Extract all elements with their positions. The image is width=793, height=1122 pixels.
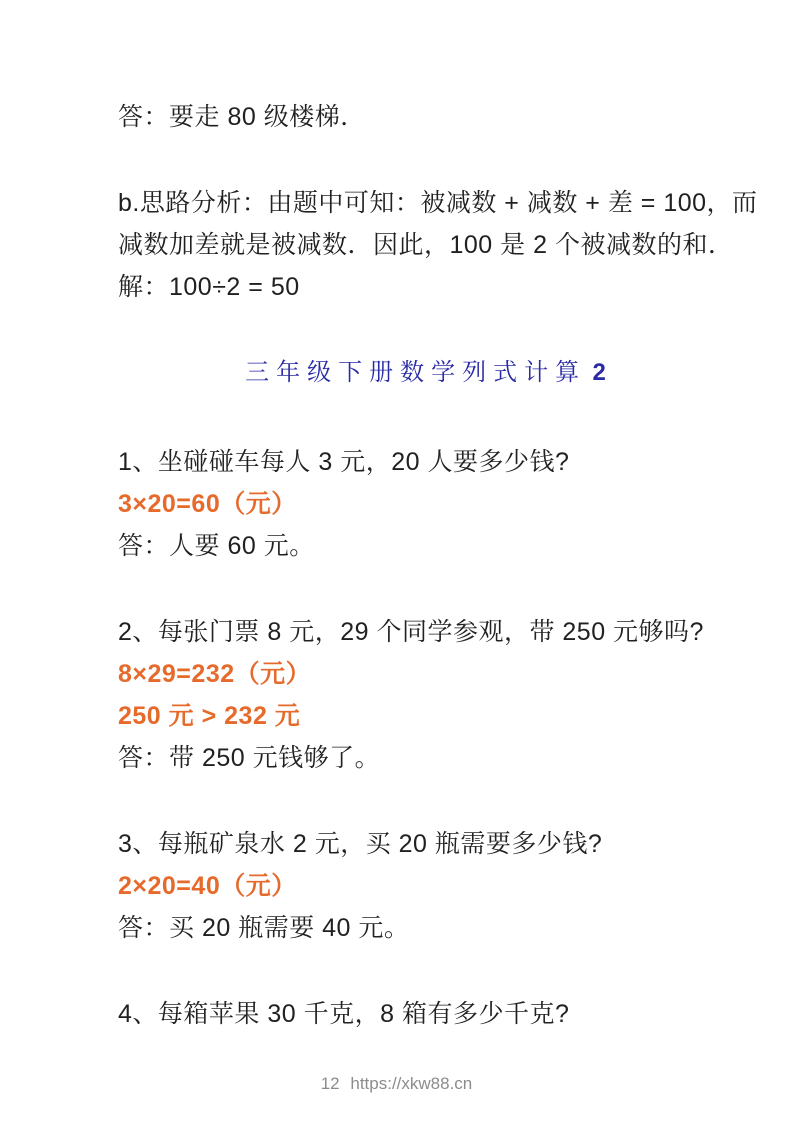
previous-answer-block [118, 96, 733, 138]
section-heading [118, 352, 733, 387]
section-heading-number: 2 [592, 359, 606, 386]
answer-text: 答：带 250 元钱够了。 [118, 744, 381, 772]
question-block-1 [118, 441, 733, 567]
analysis-line-2: 减数加差就是被减数．因此，100 是 2 个被减数的和． [118, 231, 734, 259]
page-footer [0, 1072, 793, 1096]
footer-url: https://xkw88.cn [350, 1074, 473, 1093]
question-block-3 [118, 823, 733, 949]
question-text: 4、每箱苹果 30 千克，8 箱有多少千克? [118, 1000, 570, 1028]
equation-text: 8×29=232（元） [118, 660, 312, 688]
page-number: 12 [320, 1074, 340, 1093]
comparison-text: 250 元 > 232 元 [118, 702, 301, 730]
analysis-line-1: b.思路分析：由题中可知：被减数 + 减数 + 差 = 100，而 [118, 189, 758, 217]
answer-text: 答：人要 60 元。 [118, 532, 315, 560]
analysis-block [118, 182, 758, 308]
section-heading-title: 三年级下册数学列式计算 [245, 359, 587, 386]
question-block-2 [118, 611, 733, 779]
solution-text: 解：100÷2 = 50 [118, 273, 300, 301]
question-text: 2、每张门票 8 元，29 个同学参观，带 250 元够吗? [118, 618, 704, 646]
equation-text: 3×20=60（元） [118, 490, 297, 518]
equation-text: 2×20=40（元） [118, 872, 297, 900]
answer-text: 答：买 20 瓶需要 40 元。 [118, 914, 410, 942]
question-text: 1、坐碰碰车每人 3 元，20 人要多少钱? [118, 448, 570, 476]
question-block-4 [118, 993, 733, 1035]
question-text: 3、每瓶矿泉水 2 元，买 20 瓶需要多少钱? [118, 830, 603, 858]
answer-text: 答：要走 80 级楼梯． [118, 103, 366, 131]
